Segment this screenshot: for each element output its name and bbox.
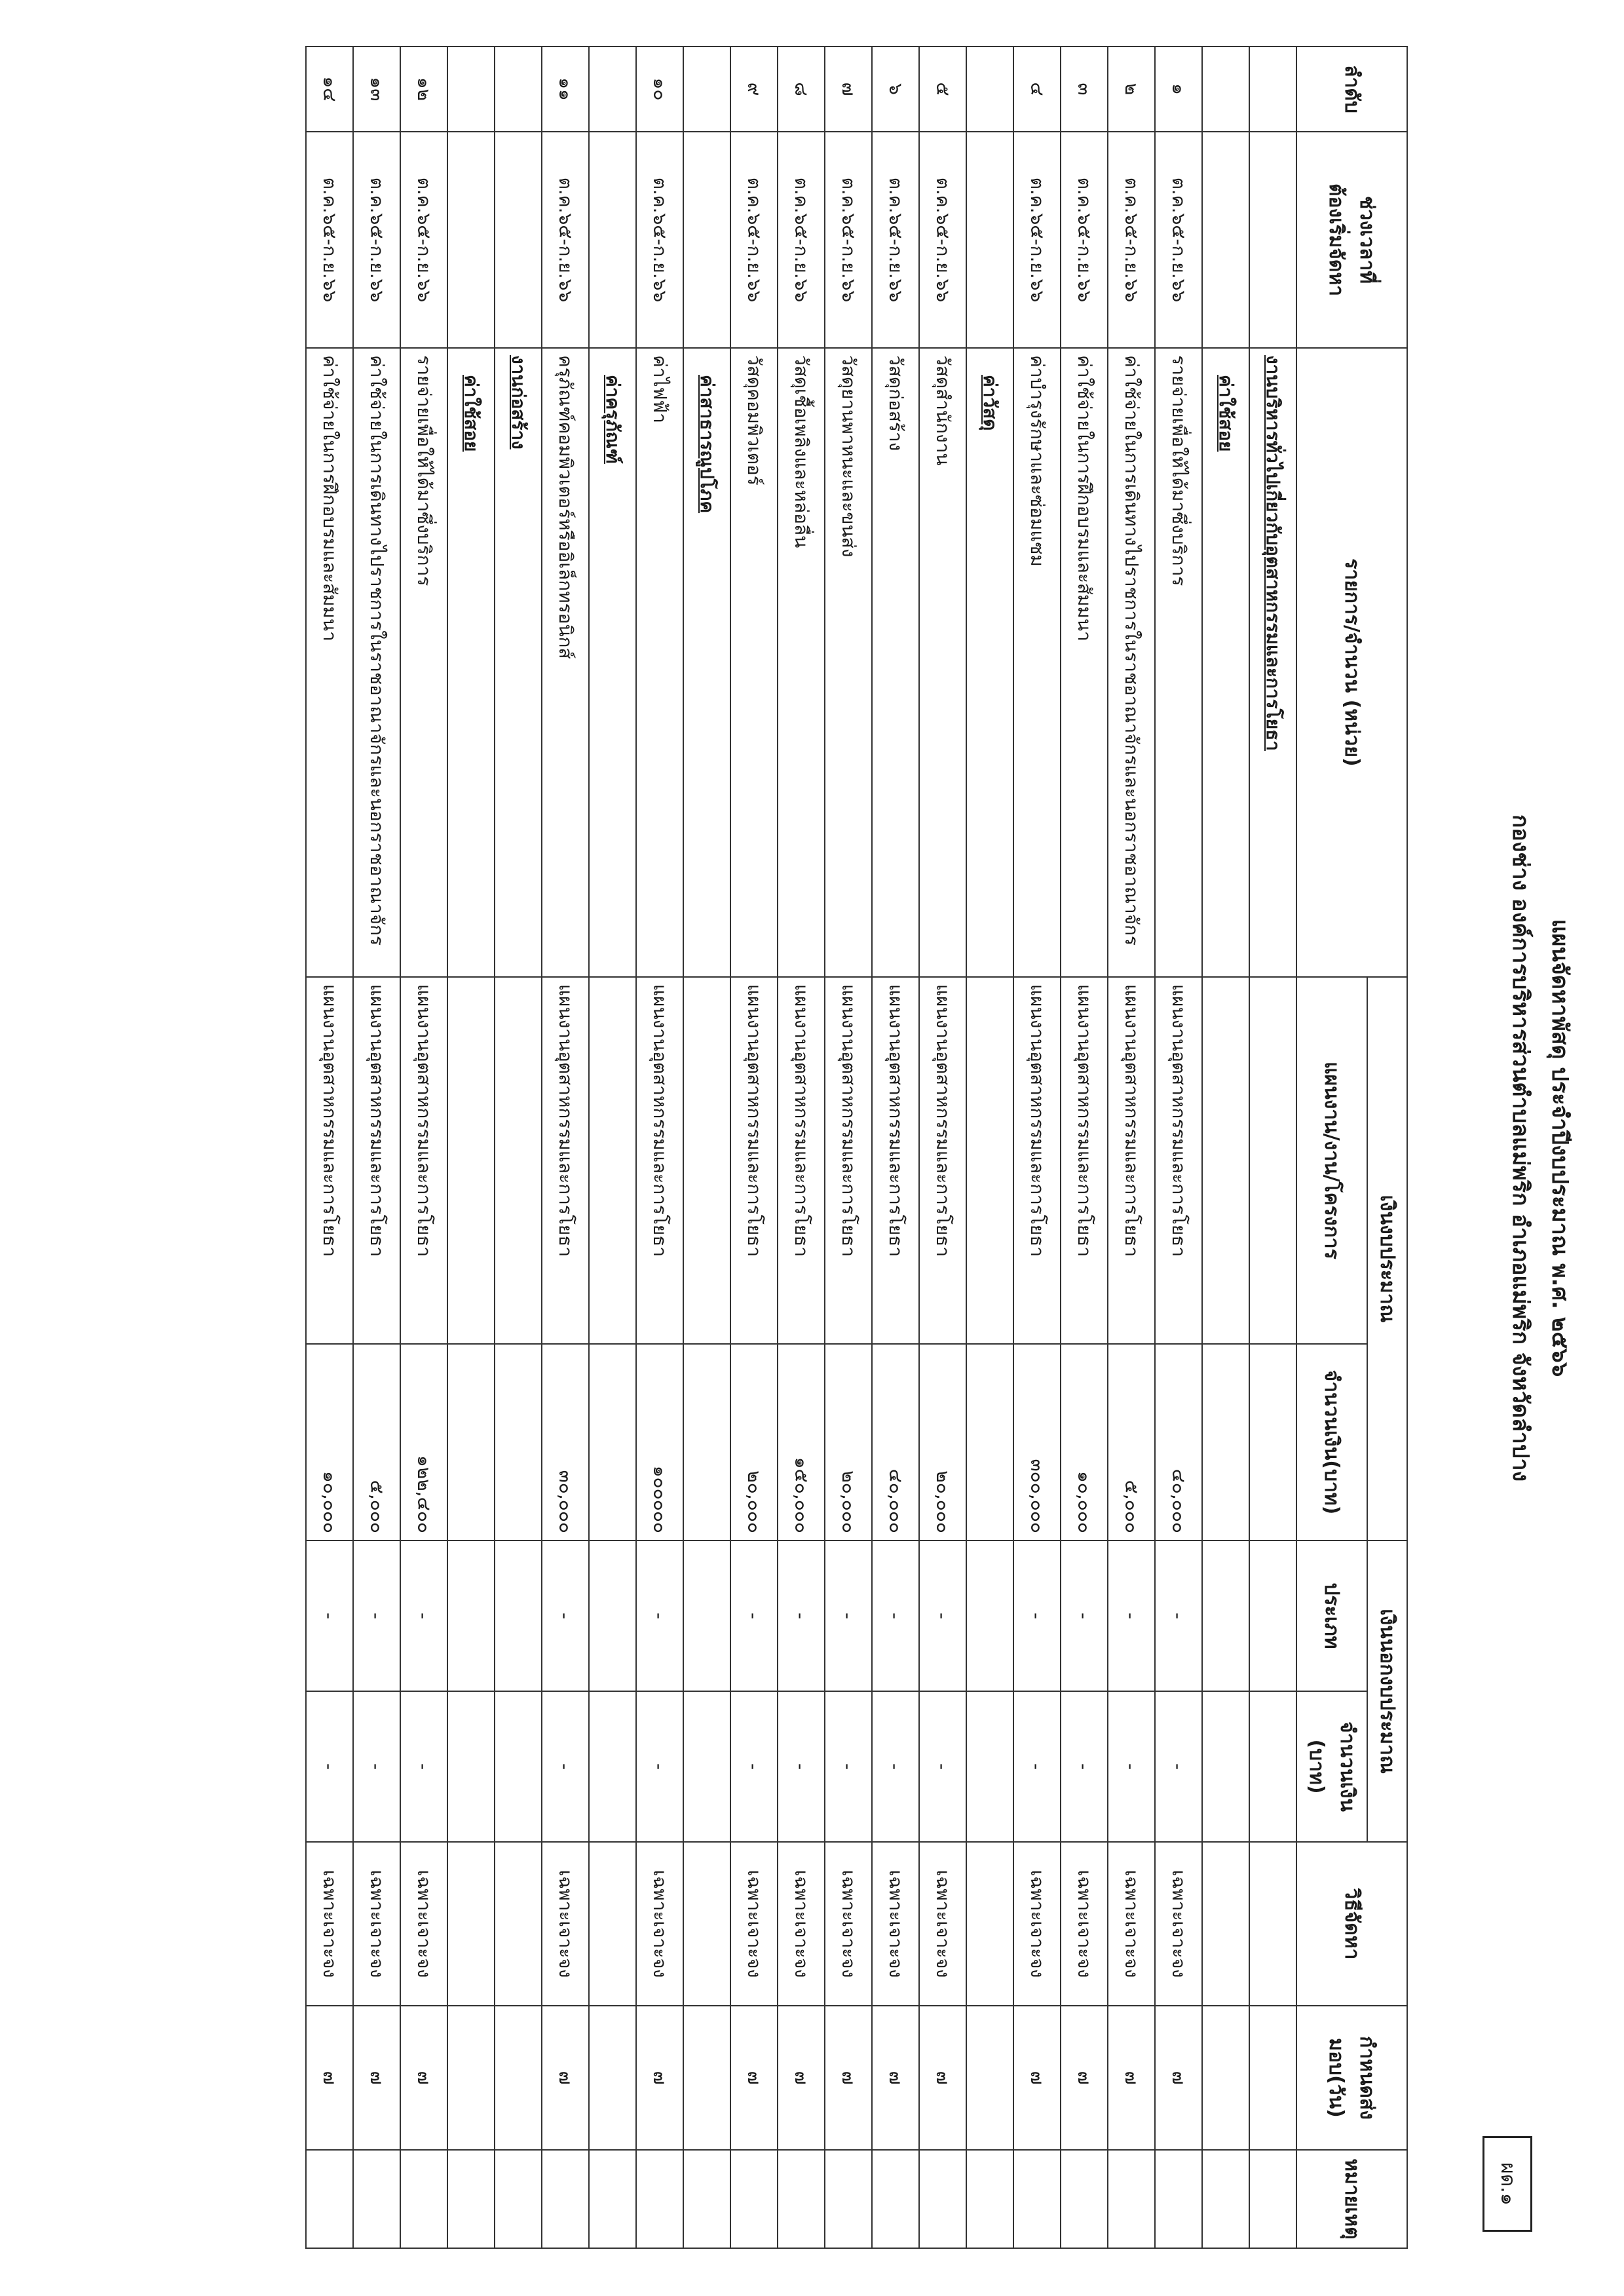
- table-row: [778, 47, 825, 2248]
- table-row: [1013, 47, 1061, 2248]
- row-period: ต.ค.๖๕-ก.ย.๖๖: [542, 132, 589, 348]
- table-row: [730, 47, 778, 2248]
- row-remark: [778, 2150, 825, 2248]
- row-period: ต.ค.๖๕-ก.ย.๖๖: [1155, 132, 1202, 348]
- header-period-line2: ต้องเริ่มจัดหา: [1325, 183, 1348, 296]
- header-method: วิธีจัดหา: [1296, 1842, 1407, 2006]
- row-plan: แผนงานอุตสาหกรรมและการโยธา: [1155, 977, 1202, 1344]
- category-row: [683, 47, 730, 2248]
- row-period: [589, 132, 636, 348]
- row-empty: [1202, 1691, 1249, 1842]
- row-remark: [353, 2150, 400, 2248]
- row-no: [447, 47, 495, 132]
- row-amount: ๑๕๐,๐๐๐: [778, 1344, 825, 1540]
- row-no: [683, 47, 730, 132]
- row-item: วัสดุคอมพิวเตอร์: [730, 348, 778, 977]
- row-remark: [542, 2150, 589, 2248]
- table-row: [1061, 47, 1108, 2248]
- row-item: วัสดุก่อสร้าง: [872, 348, 919, 977]
- row-empty: [966, 1540, 1013, 1691]
- row-empty: [683, 2150, 730, 2248]
- row-plan: แผนงานอุตสาหกรรมและการโยธา: [825, 977, 872, 1344]
- row-days: ๗: [542, 2006, 589, 2150]
- table-row: [542, 47, 589, 2248]
- row-plan: แผนงานอุตสาหกรรมและการโยธา: [1108, 977, 1155, 1344]
- row-empty: [447, 977, 495, 1344]
- row-amount: ๑๒๒,๔๐๐: [400, 1344, 447, 1540]
- row-plan: แผนงานอุตสาหกรรมและการโยธา: [636, 977, 683, 1344]
- row-empty: [495, 2150, 542, 2248]
- row-offbudget-amount: -: [919, 1691, 966, 1842]
- row-no: [1202, 47, 1249, 132]
- header-budget-plan: แผนงาน/งาน/โครงการ: [1296, 977, 1367, 1344]
- row-item: ค่าบำรุงรักษาและซ่อมแซม: [1013, 348, 1061, 977]
- row-period: ต.ค.๖๕-ก.ย.๖๖: [1061, 132, 1108, 348]
- row-method: เฉพาะเจาะจง: [730, 1842, 778, 2006]
- row-remark: [1108, 2150, 1155, 2248]
- row-remark: [636, 2150, 683, 2248]
- row-method: เฉพาะเจาะจง: [353, 1842, 400, 2006]
- row-offbudget-type: -: [730, 1540, 778, 1691]
- row-empty: [1202, 1842, 1249, 2006]
- form-code-box: ผด.๑: [1482, 2136, 1532, 2232]
- row-remark: [1061, 2150, 1108, 2248]
- document-title: แผนจัดหาพัสดุ ประจำปีงบประมาณ พ.ศ. ๒๕๖๖: [1547, 919, 1573, 1377]
- row-empty: [495, 2006, 542, 2150]
- row-empty: [589, 2006, 636, 2150]
- table-row: [872, 47, 919, 2248]
- table-body: [306, 47, 1296, 2248]
- row-offbudget-type: -: [825, 1540, 872, 1691]
- row-empty: [683, 1691, 730, 1842]
- table-row: [353, 47, 400, 2248]
- row-period: ต.ค.๖๕-ก.ย.๖๖: [306, 132, 353, 348]
- category-heading: ค่าวัสดุ: [966, 348, 1013, 977]
- row-method: เฉพาะเจาะจง: [919, 1842, 966, 2006]
- row-item: ค่าใช้จ่ายในการฝึกอบรมและสัมมนา: [306, 348, 353, 977]
- row-offbudget-amount: -: [306, 1691, 353, 1842]
- row-empty: [966, 1842, 1013, 2006]
- row-offbudget-type: -: [1155, 1540, 1202, 1691]
- row-item: ครุภัณฑ์คอมพิวเตอร์หรืออิเล็กทรอนิกส์: [542, 348, 589, 977]
- row-no: ๑๒: [400, 47, 447, 132]
- row-period: ต.ค.๖๕-ก.ย.๖๖: [353, 132, 400, 348]
- row-empty: [589, 1691, 636, 1842]
- header-no: ลำดับ: [1296, 47, 1407, 132]
- row-plan: แผนงานอุตสาหกรรมและการโยธา: [306, 977, 353, 1344]
- row-empty: [447, 1691, 495, 1842]
- table-row: [1108, 47, 1155, 2248]
- row-method: เฉพาะเจาะจง: [1155, 1842, 1202, 2006]
- row-no: ๑๓: [353, 47, 400, 132]
- row-item: ค่าใช้จ่ายในการเดินทางไปราชการในราชอาณาจักรและนอกราชอาณาจักร: [353, 348, 400, 977]
- row-offbudget-amount: -: [542, 1691, 589, 1842]
- row-no: [589, 47, 636, 132]
- row-no: [1249, 47, 1296, 132]
- section-heading: งานบริหารทั่วไปเกี่ยวกับอุตสาหกรรมและการโยธา: [1249, 348, 1296, 977]
- category-heading: ค่าสาธารณูปโภค: [683, 348, 730, 977]
- row-no: ๑: [1155, 47, 1202, 132]
- row-days: ๗: [306, 2006, 353, 2150]
- category-row: [1202, 47, 1249, 2248]
- row-plan: แผนงานอุตสาหกรรมและการโยธา: [1061, 977, 1108, 1344]
- row-item: รายจ่ายเพื่อให้ได้มาซึ่งบริการ: [400, 348, 447, 977]
- row-remark: [1013, 2150, 1061, 2248]
- procurement-plan-table: [305, 46, 1408, 2249]
- row-empty: [495, 1344, 542, 1540]
- header-remark: หมายเหตุ: [1296, 2150, 1407, 2248]
- row-no: [495, 47, 542, 132]
- row-empty: [589, 977, 636, 1344]
- row-period: ต.ค.๖๕-ก.ย.๖๖: [1108, 132, 1155, 348]
- row-offbudget-type: -: [778, 1540, 825, 1691]
- row-remark: [919, 2150, 966, 2248]
- row-days: ๗: [353, 2006, 400, 2150]
- row-empty: [966, 2150, 1013, 2248]
- row-plan: แผนงานอุตสาหกรรมและการโยธา: [919, 977, 966, 1344]
- row-empty: [495, 1842, 542, 2006]
- row-remark: [400, 2150, 447, 2248]
- table-row: [636, 47, 683, 2248]
- row-offbudget-type: -: [400, 1540, 447, 1691]
- row-empty: [1249, 977, 1296, 1344]
- row-plan: แผนงานอุตสาหกรรมและการโยธา: [353, 977, 400, 1344]
- row-empty: [1249, 1691, 1296, 1842]
- row-offbudget-type: -: [1013, 1540, 1061, 1691]
- row-remark: [872, 2150, 919, 2248]
- row-method: เฉพาะเจาะจง: [306, 1842, 353, 2006]
- row-plan: แผนงานอุตสาหกรรมและการโยธา: [730, 977, 778, 1344]
- header-budget: เงินงบประมาณ: [1367, 977, 1407, 1540]
- row-offbudget-type: -: [306, 1540, 353, 1691]
- row-empty: [1249, 1344, 1296, 1540]
- row-offbudget-type: -: [872, 1540, 919, 1691]
- row-empty: [447, 2150, 495, 2248]
- row-empty: [447, 1344, 495, 1540]
- row-offbudget-amount: -: [1061, 1691, 1108, 1842]
- row-period: ต.ค.๖๕-ก.ย.๖๖: [872, 132, 919, 348]
- row-days: ๗: [778, 2006, 825, 2150]
- header-item: รายการ/จำนวน (หน่วย): [1296, 348, 1407, 977]
- row-no: ๖: [872, 47, 919, 132]
- row-method: เฉพาะเจาะจง: [542, 1842, 589, 2006]
- row-item: ค่าไฟฟ้า: [636, 348, 683, 977]
- row-amount: ๑๐,๐๐๐: [306, 1344, 353, 1540]
- row-item: รายจ่ายเพื่อให้ได้มาซึ่งบริการ: [1155, 348, 1202, 977]
- row-method: เฉพาะเจาะจง: [872, 1842, 919, 2006]
- row-no: ๙: [730, 47, 778, 132]
- row-offbudget-amount: -: [825, 1691, 872, 1842]
- row-amount: ๔๐,๐๐๐: [1155, 1344, 1202, 1540]
- header-offbudget-type: ประเภท: [1296, 1540, 1367, 1691]
- row-amount: ๑๐,๐๐๐: [1061, 1344, 1108, 1540]
- row-empty: [683, 977, 730, 1344]
- row-empty: [1249, 1842, 1296, 2006]
- row-no: [966, 47, 1013, 132]
- table-row: [825, 47, 872, 2248]
- row-period: ต.ค.๖๕-ก.ย.๖๖: [919, 132, 966, 348]
- row-plan: แผนงานอุตสาหกรรมและการโยธา: [542, 977, 589, 1344]
- row-days: ๗: [825, 2006, 872, 2150]
- row-method: เฉพาะเจาะจง: [1061, 1842, 1108, 2006]
- row-plan: แผนงานอุตสาหกรรมและการโยธา: [872, 977, 919, 1344]
- row-empty: [589, 2150, 636, 2248]
- row-days: ๗: [1155, 2006, 1202, 2150]
- row-period: ต.ค.๖๕-ก.ย.๖๖: [400, 132, 447, 348]
- row-offbudget-type: -: [353, 1540, 400, 1691]
- row-days: ๗: [636, 2006, 683, 2150]
- row-method: เฉพาะเจาะจง: [1108, 1842, 1155, 2006]
- row-offbudget-type: -: [636, 1540, 683, 1691]
- row-empty: [966, 2006, 1013, 2150]
- row-no: ๓: [1061, 47, 1108, 132]
- row-amount: ๒๐,๐๐๐: [919, 1344, 966, 1540]
- row-empty: [589, 1540, 636, 1691]
- header-offbudget-amount: จำนวนเงิน (บาท): [1296, 1691, 1367, 1842]
- row-remark: [1155, 2150, 1202, 2248]
- section-row: [495, 47, 542, 2248]
- category-row: [589, 47, 636, 2248]
- row-no: ๗: [825, 47, 872, 132]
- row-period: [447, 132, 495, 348]
- row-item: ค่าใช้จ่ายในการเดินทางไปราชการในราชอาณาจักรและนอกราชอาณาจักร: [1108, 348, 1155, 977]
- row-period: ต.ค.๖๕-ก.ย.๖๖: [730, 132, 778, 348]
- row-days: ๗: [872, 2006, 919, 2150]
- row-empty: [495, 977, 542, 1344]
- row-period: [683, 132, 730, 348]
- table-row: [1155, 47, 1202, 2248]
- row-item: วัสดุยานพาหนะและขนส่ง: [825, 348, 872, 977]
- row-amount: ๓๐๐,๐๐๐: [1013, 1344, 1061, 1540]
- row-method: เฉพาะเจาะจง: [1013, 1842, 1061, 2006]
- row-empty: [966, 977, 1013, 1344]
- row-amount: ๕,๐๐๐: [353, 1344, 400, 1540]
- row-empty: [1202, 2150, 1249, 2248]
- header-deadline: กำหนดส่งมอบ(วัน): [1296, 2006, 1407, 2150]
- row-days: ๗: [400, 2006, 447, 2150]
- row-empty: [495, 1540, 542, 1691]
- row-empty: [495, 1691, 542, 1842]
- row-empty: [1249, 2006, 1296, 2150]
- row-empty: [589, 1344, 636, 1540]
- header-period-line1: ช่วงเวลาที่: [1355, 196, 1379, 284]
- category-heading: ค่าใช้สอย: [1202, 348, 1249, 977]
- row-no: ๑๑: [542, 47, 589, 132]
- row-empty: [1202, 1540, 1249, 1691]
- row-offbudget-amount: -: [1108, 1691, 1155, 1842]
- row-plan: แผนงานอุตสาหกรรมและการโยธา: [778, 977, 825, 1344]
- row-remark: [306, 2150, 353, 2248]
- row-remark: [730, 2150, 778, 2248]
- table-row: [306, 47, 353, 2248]
- row-item: วัสดุเชื้อเพลิงและหล่อลื่น: [778, 348, 825, 977]
- row-no: ๘: [778, 47, 825, 132]
- row-no: ๑๐: [636, 47, 683, 132]
- row-empty: [683, 1344, 730, 1540]
- row-empty: [447, 2006, 495, 2150]
- table-header: [1296, 47, 1407, 2248]
- row-offbudget-amount: -: [636, 1691, 683, 1842]
- row-empty: [1202, 2006, 1249, 2150]
- category-row: [447, 47, 495, 2248]
- row-empty: [683, 1540, 730, 1691]
- category-heading: ค่าครุภัณฑ์: [589, 348, 636, 977]
- row-offbudget-amount: -: [1155, 1691, 1202, 1842]
- row-empty: [966, 1344, 1013, 1540]
- section-heading: งานก่อสร้าง: [495, 348, 542, 977]
- row-method: เฉพาะเจาะจง: [400, 1842, 447, 2006]
- row-offbudget-type: -: [1108, 1540, 1155, 1691]
- row-empty: [589, 1842, 636, 2006]
- row-method: เฉพาะเจาะจง: [825, 1842, 872, 2006]
- row-no: ๑๔: [306, 47, 353, 132]
- category-row: [966, 47, 1013, 2248]
- row-plan: แผนงานอุตสาหกรรมและการโยธา: [400, 977, 447, 1344]
- row-offbudget-type: -: [542, 1540, 589, 1691]
- row-method: เฉพาะเจาะจง: [636, 1842, 683, 2006]
- row-plan: แผนงานอุตสาหกรรมและการโยธา: [1013, 977, 1061, 1344]
- row-empty: [1249, 1540, 1296, 1691]
- section-row: [1249, 47, 1296, 2248]
- row-amount: ๕,๐๐๐: [1108, 1344, 1155, 1540]
- row-offbudget-type: -: [1061, 1540, 1108, 1691]
- row-days: ๗: [919, 2006, 966, 2150]
- row-empty: [1249, 2150, 1296, 2248]
- row-empty: [447, 1842, 495, 2006]
- row-amount: ๓๐,๐๐๐: [542, 1344, 589, 1540]
- row-method: เฉพาะเจาะจง: [778, 1842, 825, 2006]
- row-empty: [447, 1540, 495, 1691]
- row-no: ๒: [1108, 47, 1155, 132]
- row-days: ๗: [730, 2006, 778, 2150]
- row-period: [495, 132, 542, 348]
- category-heading: ค่าใช้สอย: [447, 348, 495, 977]
- table-row: [400, 47, 447, 2248]
- row-days: ๗: [1108, 2006, 1155, 2150]
- row-period: ต.ค.๖๕-ก.ย.๖๖: [636, 132, 683, 348]
- row-amount: ๒๐,๐๐๐: [825, 1344, 872, 1540]
- row-days: ๗: [1013, 2006, 1061, 2150]
- row-empty: [1202, 977, 1249, 1344]
- row-remark: [825, 2150, 872, 2248]
- row-amount: ๑๐๐๐๐๐: [636, 1344, 683, 1540]
- row-period: [1202, 132, 1249, 348]
- row-offbudget-amount: -: [730, 1691, 778, 1842]
- header-offbudget: เงินนอกงบประมาณ: [1367, 1540, 1407, 1842]
- document-subtitle: กองช่าง องค์การบริหารส่วนตำบลแม่พริก อำเภอแม่พริก จังหวัดลำปาง: [1507, 814, 1534, 1482]
- row-period: [966, 132, 1013, 348]
- row-empty: [966, 1691, 1013, 1842]
- row-offbudget-amount: -: [400, 1691, 447, 1842]
- row-amount: ๔๐,๐๐๐: [872, 1344, 919, 1540]
- row-offbudget-type: -: [919, 1540, 966, 1691]
- row-empty: [1202, 1344, 1249, 1540]
- row-offbudget-amount: -: [778, 1691, 825, 1842]
- row-period: ต.ค.๖๕-ก.ย.๖๖: [1013, 132, 1061, 348]
- row-period: [1249, 132, 1296, 348]
- row-amount: ๒๐,๐๐๐: [730, 1344, 778, 1540]
- row-offbudget-amount: -: [1013, 1691, 1061, 1842]
- row-no: ๔: [1013, 47, 1061, 132]
- row-item: วัสดุสำนักงาน: [919, 348, 966, 977]
- row-empty: [683, 1842, 730, 2006]
- row-offbudget-amount: -: [872, 1691, 919, 1842]
- table-row: [919, 47, 966, 2248]
- row-offbudget-amount: -: [353, 1691, 400, 1842]
- row-item: ค่าใช้จ่ายในการฝึกอบรมและสัมมนา: [1061, 348, 1108, 977]
- row-no: ๕: [919, 47, 966, 132]
- row-period: ต.ค.๖๕-ก.ย.๖๖: [778, 132, 825, 348]
- row-period: ต.ค.๖๕-ก.ย.๖๖: [825, 132, 872, 348]
- header-budget-amount: จำนวนเงิน(บาท): [1296, 1344, 1367, 1540]
- header-period: [1296, 132, 1407, 348]
- row-empty: [683, 2006, 730, 2150]
- row-days: ๗: [1061, 2006, 1108, 2150]
